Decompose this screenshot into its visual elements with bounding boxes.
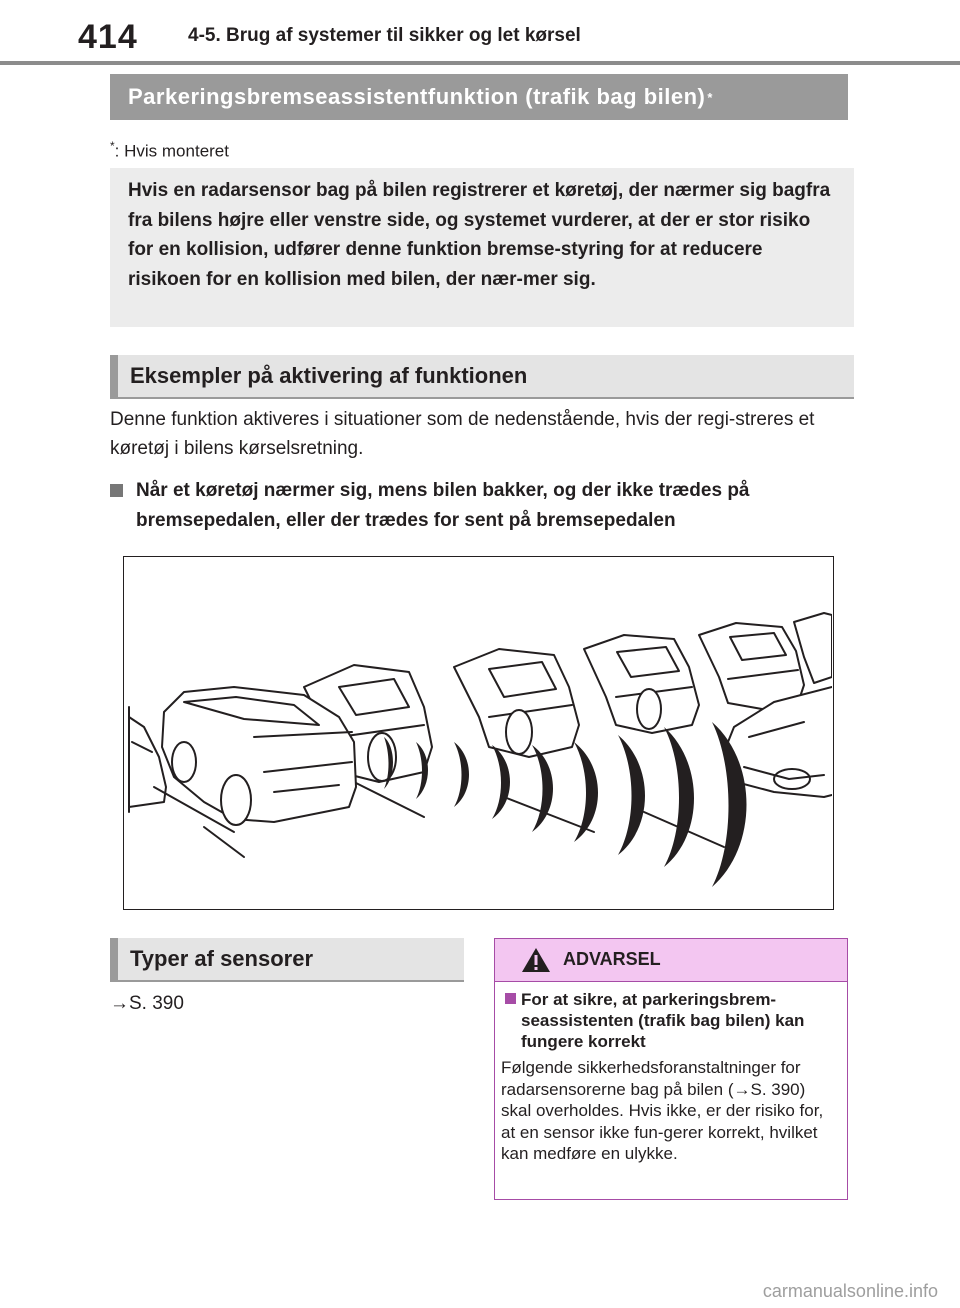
watermark[interactable]: carmanualsonline.info xyxy=(762,1281,938,1301)
page-number: 414 xyxy=(78,18,138,56)
arrow-right-icon: → xyxy=(733,1079,751,1099)
warning-bullet xyxy=(505,989,835,1052)
section-title-bar xyxy=(110,74,848,120)
header-divider xyxy=(0,61,960,65)
examples-bullet xyxy=(110,476,850,536)
warning-body-ref[interactable]: S. 390 xyxy=(750,1079,800,1099)
parked-car-4-icon xyxy=(699,623,804,709)
intro-box: Hvis en radarsensor bag på bilen registrerer et køretøj, der nærmer sig bagfra fra bilens højre eller venstre side, og systemet vurderer, at der er stor risiko for en kollision, udfører denne funktion bremse-styring for at reducere risikoen for en kollision med bilen, der nær-mer sig. xyxy=(110,168,854,327)
section-title: Parkeringsbremseassistentfunktion (trafik bag bilen) xyxy=(128,84,706,109)
sensor-reference-page: S. 390 xyxy=(129,993,184,1014)
warning-triangle-icon xyxy=(521,947,551,973)
title-footnote-marker: * xyxy=(707,89,713,105)
parked-car-left-icon xyxy=(129,717,166,807)
warning-bullet-text: For at sikre, at parkeringsbrem-seassistenten (trafik bag bilen) kan fungere korrekt xyxy=(521,990,805,1051)
parked-car-2-icon xyxy=(454,649,579,757)
warning-label: ADVARSEL xyxy=(563,949,661,969)
warning-header xyxy=(495,939,847,982)
footnote xyxy=(110,139,229,162)
sensor-reference[interactable] xyxy=(110,993,184,1015)
warning-box xyxy=(494,938,848,1200)
heading-sensors: Typer af sensorer xyxy=(110,938,464,982)
parked-car-3-icon xyxy=(584,635,699,733)
footnote-text: : Hvis monteret xyxy=(114,141,229,161)
warning-body-end: ) skal overholdes. Hvis ikke, er der risiko for, at en sensor ikke fun-gerer korrekt, hvilket kan medføre en ulykke. xyxy=(501,1079,824,1163)
bullet-square-icon xyxy=(110,484,123,497)
warning-body-start: Følgende sikkerhedsforanstaltninger for radarsensorerne bag på bilen ( xyxy=(501,1058,801,1099)
warning-body xyxy=(501,1057,839,1165)
parking-illustration xyxy=(124,557,832,908)
examples-paragraph: Denne funktion aktiveres i situationer som de nedenstående, hvis der regi-streres et køretøj i bilens kørselsretning. xyxy=(110,409,815,459)
arrow-right-icon: → xyxy=(110,993,129,1014)
chapter-title: 4-5. Brug af systemer til sikker og let kørsel xyxy=(188,25,581,46)
warning-bullet-square-icon xyxy=(505,993,516,1004)
illustration-frame xyxy=(123,556,834,910)
footnote-marker: * xyxy=(110,139,115,153)
heading-examples: Eksempler på aktivering af funktionen xyxy=(110,355,854,399)
examples-bullet-text: Når et køretøj nærmer sig, mens bilen bakker, og der ikke trædes på bremsepedalen, eller der trædes for sent på bremsepedalen xyxy=(136,480,750,531)
